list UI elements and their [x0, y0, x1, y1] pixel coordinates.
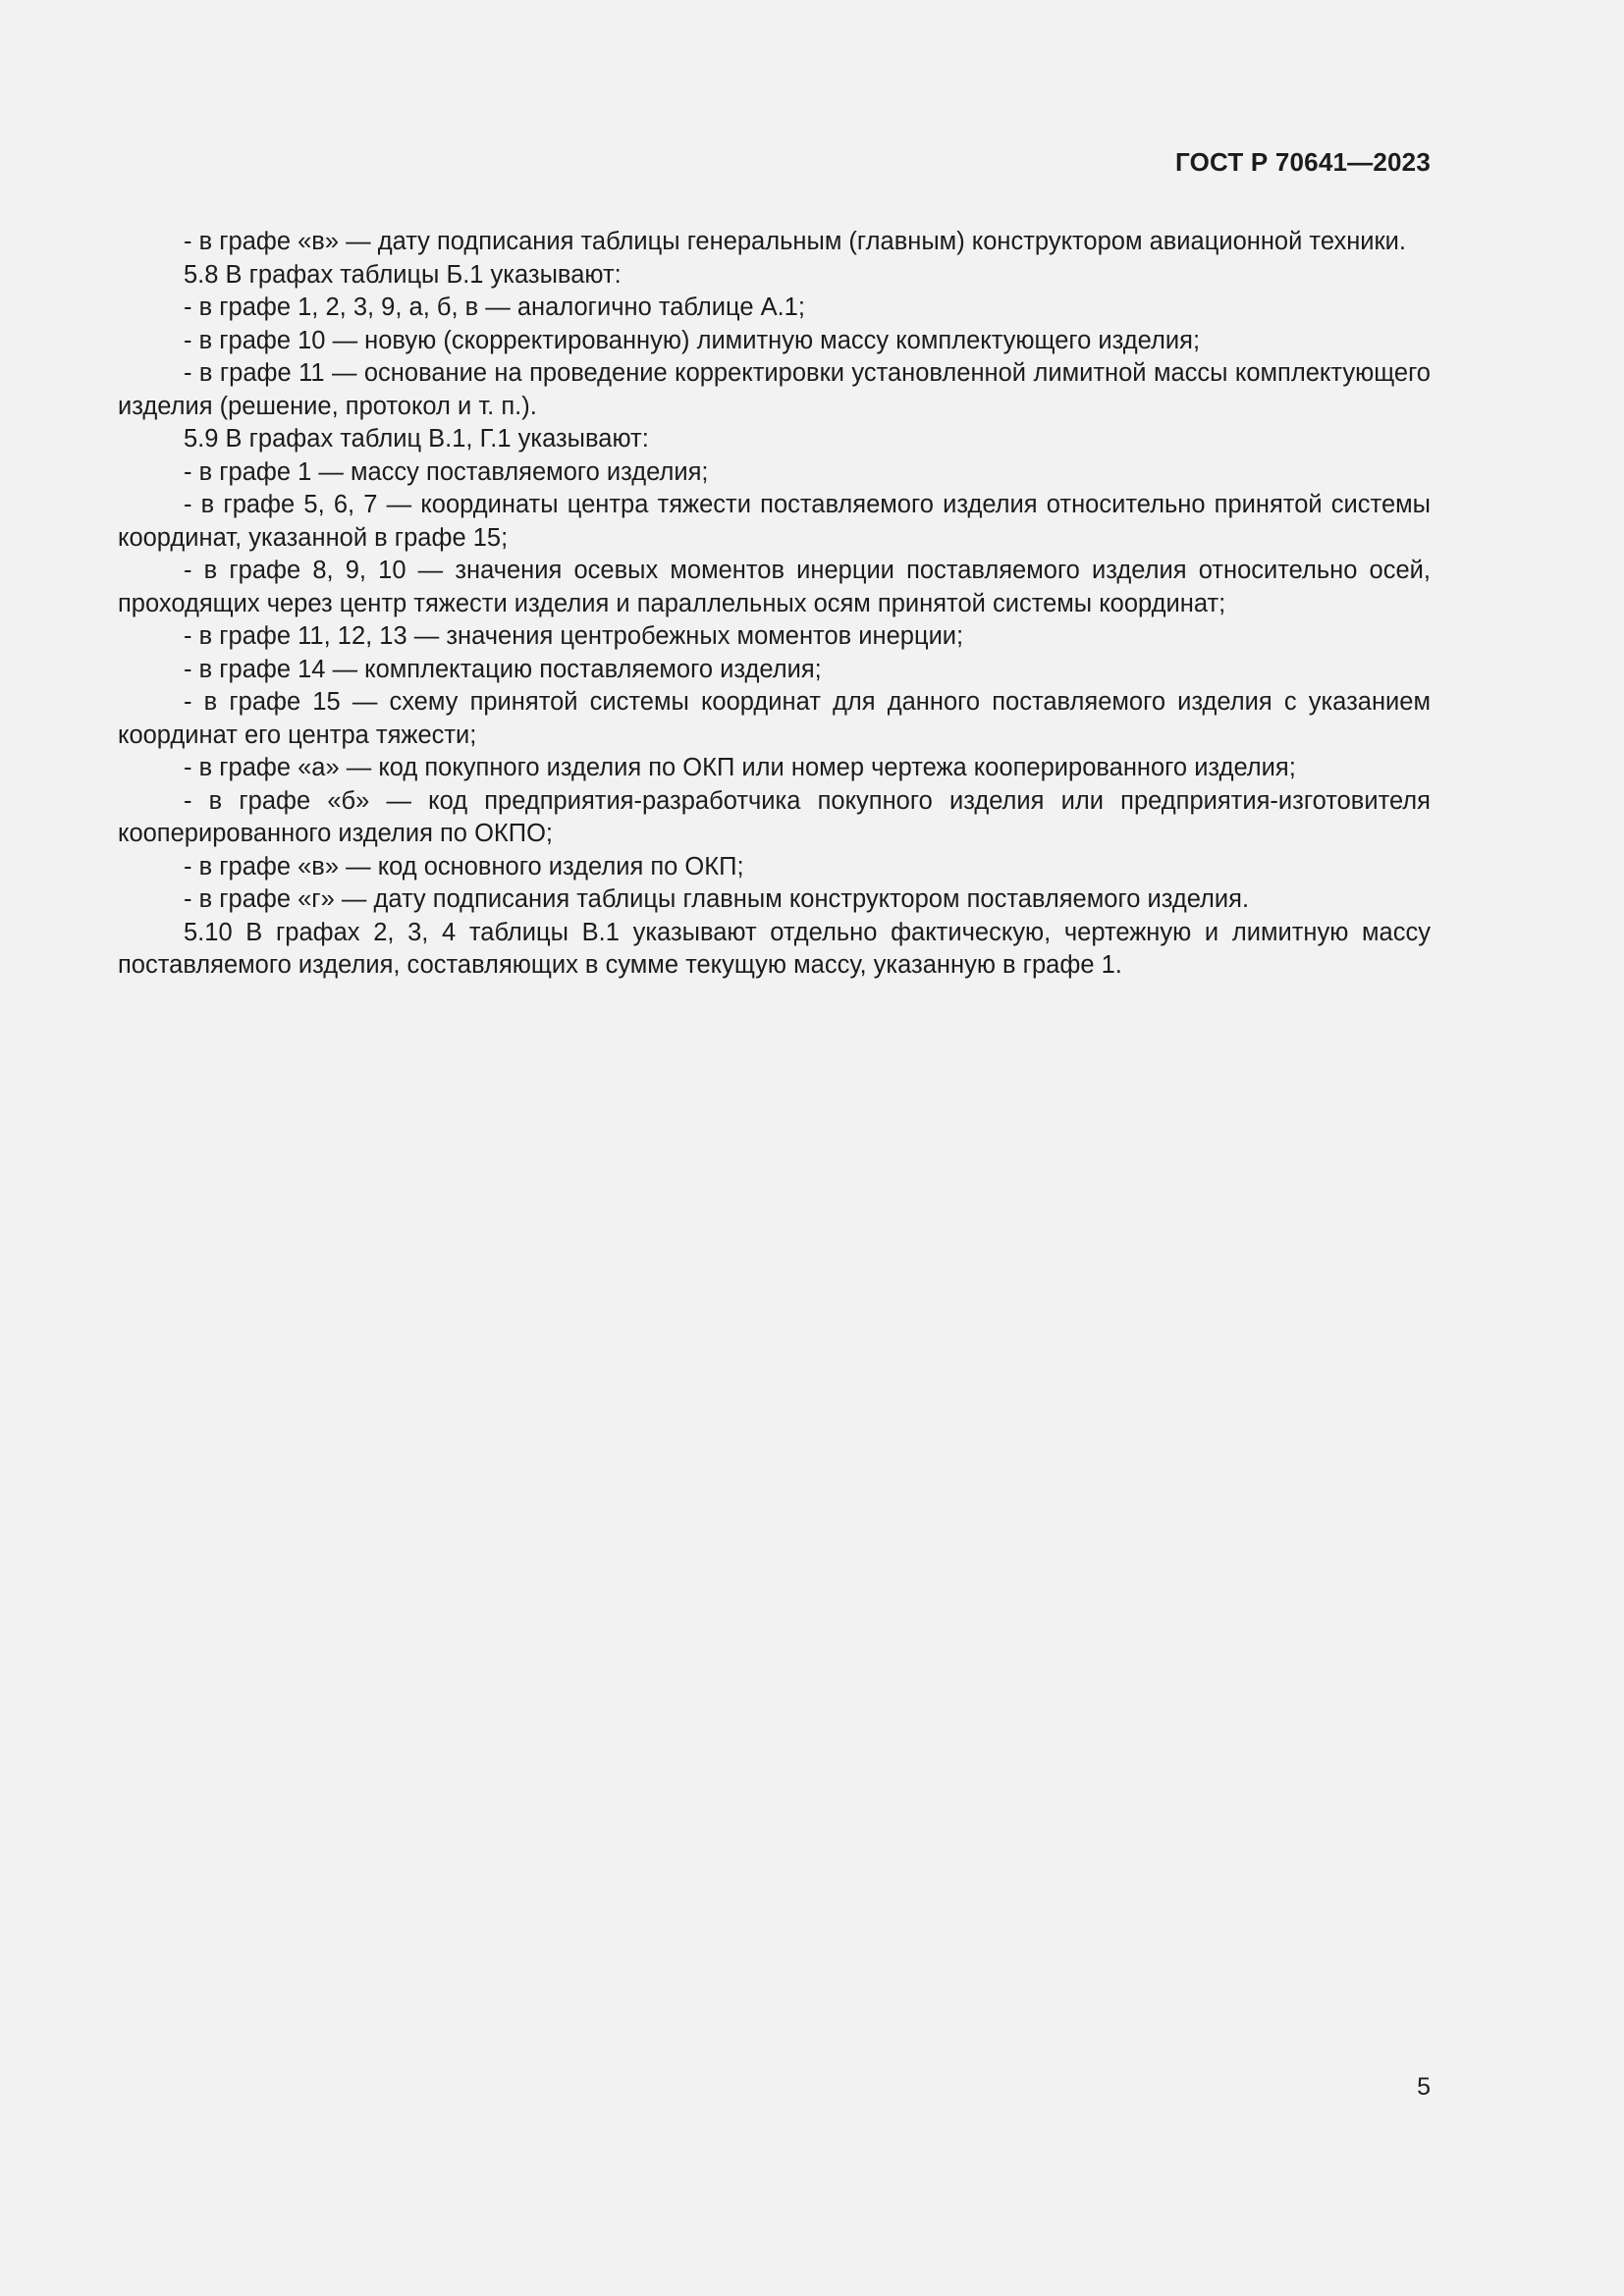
paragraph: - в графе 10 — новую (скорректированную) лимитную массу комплектующего изделия;	[184, 326, 1201, 354]
paragraph: - в графе 8, 9, 10 — значения осевых моментов инерции поставляемого изделия относительно осей, проходящих через центр тяжести изделия и параллельных осям принятой системы координат;	[118, 557, 1431, 617]
paragraph: - в графе «г» — дату подписания таблицы главным конструктором поставляемого изделия.	[184, 885, 1250, 913]
paragraph: - в графе 5, 6, 7 — координаты центра тяжести поставляемого изделия относительно принятой системы координат, указанной в графе 15;	[118, 491, 1431, 552]
document-body	[118, 226, 1431, 983]
document-code: ГОСТ Р 70641—2023	[1175, 147, 1431, 177]
paragraph: 5.10 В графах 2, 3, 4 таблицы В.1 указывают отдельно фактическую, чертежную и лимитную массу поставляемого изделия, составляющих в сумме текущую массу, указанную в графе 1.	[118, 918, 1431, 979]
paragraph: - в графе 11, 12, 13 — значения центробежных моментов инерции;	[184, 622, 964, 650]
paragraph: 5.9 В графах таблиц В.1, Г.1 указывают:	[184, 425, 649, 453]
paragraph: - в графе «в» — код основного изделия по ОКП;	[184, 852, 744, 881]
paragraph: - в графе 14 — комплектацию поставляемого изделия;	[184, 655, 822, 683]
paragraph: - в графе 1 — массу поставляемого изделия;	[184, 457, 709, 486]
paragraph: - в графе 11 — основание на проведение корректировки установленной лимитной массы комплектующего изделия (решение, протокол и т. п.).	[118, 359, 1431, 420]
paragraph: - в графе «в» — дату подписания таблицы генеральным (главным) конструктором авиационной техники.	[184, 228, 1407, 255]
paragraph: - в графе «б» — код предприятия-разработчика покупного изделия или предприятия-изготовителя кооперированного изделия по ОКПО;	[118, 786, 1431, 847]
paragraph: - в графе «а» — код покупного изделия по ОКП или номер чертежа кооперированного изделия;	[184, 754, 1296, 781]
paragraph: - в графе 15 — схему принятой системы координат для данного поставляемого изделия с указанием координат его центра тяжести;	[118, 688, 1431, 749]
paragraph: 5.8 В графах таблицы Б.1 указывают:	[184, 260, 622, 289]
paragraph: - в графе 1, 2, 3, 9, а, б, в — аналогично таблице А.1;	[184, 294, 805, 321]
page-number: 5	[1417, 2073, 1431, 2101]
